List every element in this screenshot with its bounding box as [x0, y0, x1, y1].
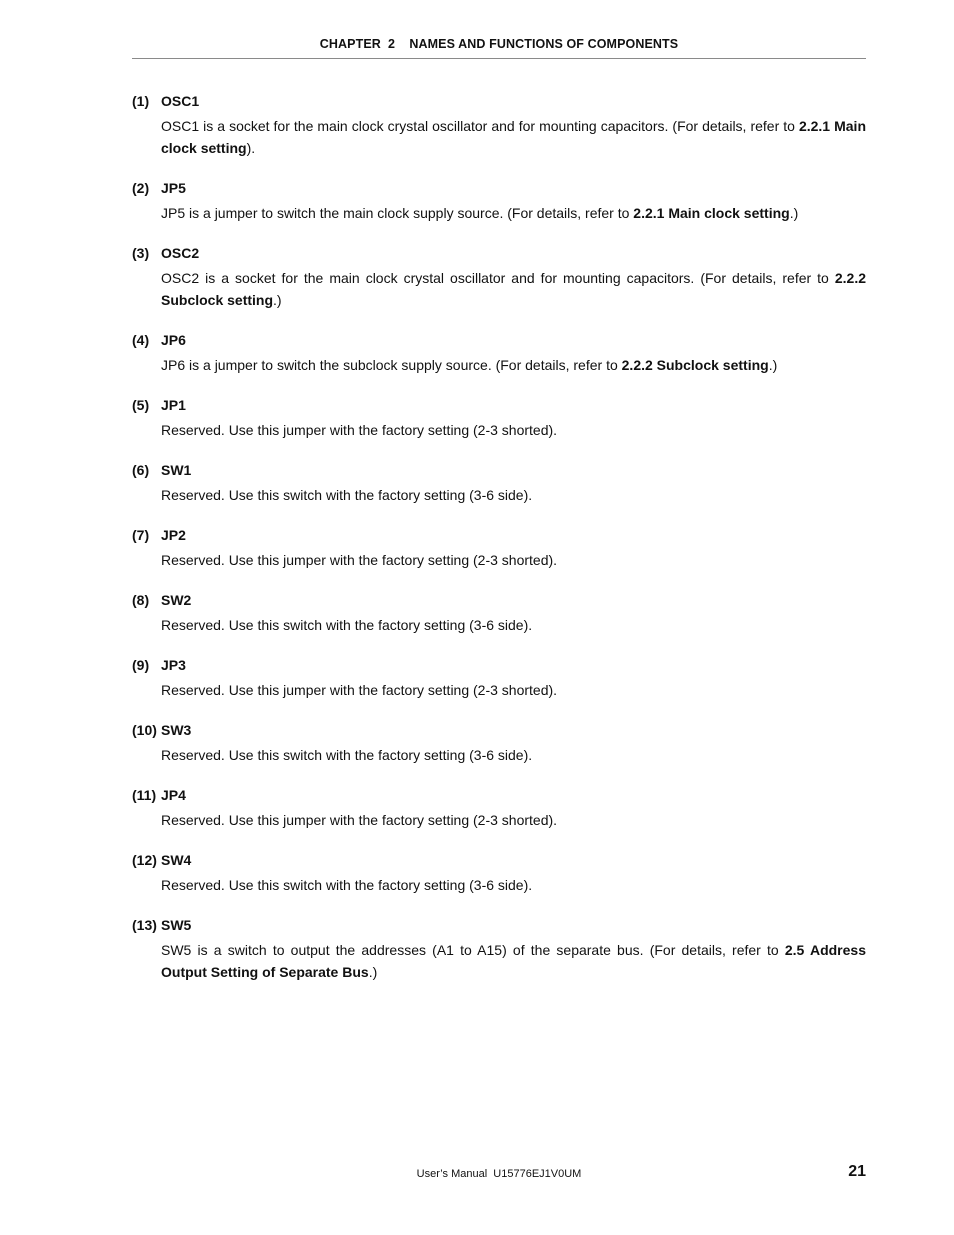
component-description: [161, 115, 866, 159]
chapter-header: CHAPTER 2 NAMES AND FUNCTIONS OF COMPONENTS: [319, 37, 679, 51]
component-item-title: [132, 787, 866, 804]
component-item-title: [132, 245, 866, 262]
description-text: JP6 is a jumper to switch the subclock supply source. (For details, refer to: [161, 357, 622, 373]
item-number: (1): [132, 93, 150, 109]
header-rule: [132, 58, 866, 59]
component-item-title: [132, 93, 866, 110]
component-list: [132, 93, 866, 1004]
component-item: [132, 657, 866, 701]
component-item-title: [132, 180, 866, 197]
description-text: Reserved. Use this jumper with the factory setting (2-3 shorted).: [161, 682, 558, 698]
component-description: [161, 202, 866, 224]
item-number: (2): [132, 180, 150, 196]
item-number: (11): [132, 787, 157, 803]
component-item: [132, 462, 866, 506]
component-item: [132, 722, 866, 766]
description-text: ).: [246, 140, 256, 156]
component-name: SW5: [161, 917, 192, 933]
description-text: Reserved. Use this switch with the factory setting (3-6 side).: [161, 747, 533, 763]
component-description: [161, 614, 866, 636]
component-name: SW2: [161, 592, 192, 608]
footer-manual-id: User’s Manual U15776EJ1V0UM: [416, 1168, 582, 1180]
description-text: Reserved. Use this jumper with the factory setting (2-3 shorted).: [161, 422, 558, 438]
component-item: [132, 180, 866, 224]
component-item: [132, 787, 866, 831]
item-number: (7): [132, 527, 150, 543]
component-description: [161, 484, 866, 506]
component-name: JP3: [161, 657, 186, 673]
component-name: JP5: [161, 180, 186, 196]
page-number: 21: [848, 1163, 866, 1180]
component-item-title: [132, 527, 866, 544]
item-number: (5): [132, 397, 150, 413]
description-text: JP5 is a jumper to switch the main clock supply source. (For details, refer to: [161, 205, 634, 221]
section-reference: 2.2.1 Main clock setting: [161, 118, 866, 156]
item-number: (13): [132, 917, 157, 933]
component-item-title: [132, 592, 866, 609]
item-number: (4): [132, 332, 150, 348]
description-text: SW5 is a switch to output the addresses (A1 to A15) of the separate bus. (For details, refer to: [161, 942, 785, 958]
component-description: [161, 939, 866, 983]
component-item-title: [132, 852, 866, 869]
component-item-title: [132, 397, 866, 414]
component-description: [161, 744, 866, 766]
description-text: .): [789, 205, 799, 221]
component-item: [132, 93, 866, 159]
section-reference: 2.2.2 Subclock setting: [621, 357, 769, 373]
component-description: [161, 549, 866, 571]
component-name: SW3: [161, 722, 192, 738]
component-description: [161, 267, 866, 311]
description-text: Reserved. Use this switch with the factory setting (3-6 side).: [161, 877, 533, 893]
component-name: OSC2: [161, 245, 200, 261]
component-name: JP6: [161, 332, 186, 348]
description-text: OSC2 is a socket for the main clock crystal oscillator and for mounting capacitors. (For details, refer to: [161, 270, 835, 286]
component-description: [161, 874, 866, 896]
component-item: [132, 917, 866, 983]
component-name: SW1: [161, 462, 192, 478]
description-text: Reserved. Use this jumper with the factory setting (2-3 shorted).: [161, 552, 558, 568]
section-reference: 2.5 Address Output Setting of Separate Bus: [161, 942, 866, 980]
description-text: Reserved. Use this switch with the factory setting (3-6 side).: [161, 487, 533, 503]
description-text: .): [768, 357, 778, 373]
item-number: (10): [132, 722, 157, 738]
description-text: Reserved. Use this jumper with the factory setting (2-3 shorted).: [161, 812, 558, 828]
item-number: (9): [132, 657, 150, 673]
component-name: JP1: [161, 397, 186, 413]
description-text: .): [273, 292, 282, 308]
component-description: [161, 354, 866, 376]
component-item-title: [132, 917, 866, 934]
section-reference: 2.2.2 Subclock setting: [161, 270, 866, 308]
item-number: (3): [132, 245, 150, 261]
component-item-title: [132, 332, 866, 349]
component-item: [132, 852, 866, 896]
component-name: OSC1: [161, 93, 200, 109]
component-description: [161, 419, 866, 441]
component-item: [132, 245, 866, 311]
component-item-title: [132, 657, 866, 674]
description-text: Reserved. Use this switch with the factory setting (3-6 side).: [161, 617, 533, 633]
component-name: JP4: [161, 787, 186, 803]
item-number: (6): [132, 462, 150, 478]
component-item: [132, 527, 866, 571]
description-text: OSC1 is a socket for the main clock crystal oscillator and for mounting capacitors. (For details, refer to: [161, 118, 799, 134]
description-text: .): [368, 964, 378, 980]
component-item: [132, 592, 866, 636]
section-reference: 2.2.1 Main clock setting: [633, 205, 790, 221]
component-description: [161, 809, 866, 831]
component-name: JP2: [161, 527, 186, 543]
component-description: [161, 679, 866, 701]
component-item-title: [132, 462, 866, 479]
component-item: [132, 397, 866, 441]
item-number: (12): [132, 852, 157, 868]
component-name: SW4: [161, 852, 192, 868]
component-item-title: [132, 722, 866, 739]
item-number: (8): [132, 592, 150, 608]
component-item: [132, 332, 866, 376]
